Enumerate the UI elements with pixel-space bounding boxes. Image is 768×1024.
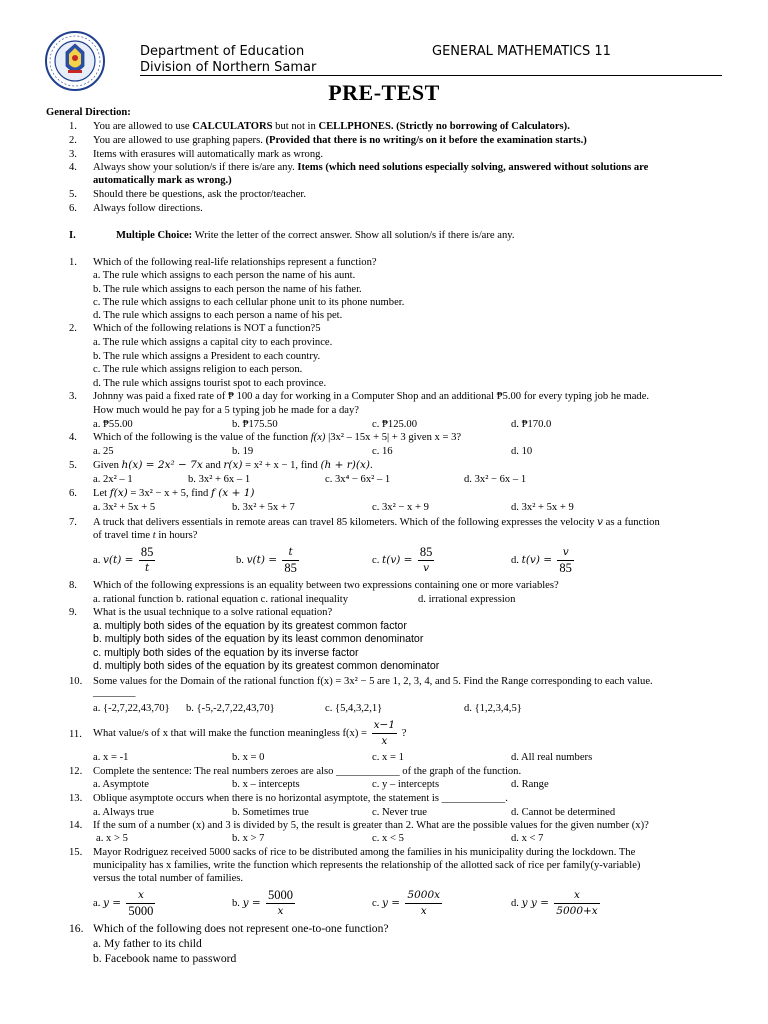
question-text: Let f(x) = 3x² − x + 5, find f (x + 1) (93, 487, 255, 499)
choice-d: d. The rule which assigns tourist spot to each province. (93, 378, 327, 389)
choice-d: d. multiply both sides of the equation by its greatest common denominator (93, 660, 440, 672)
question-number: 8. (69, 580, 77, 591)
choice-c: c. 3x² − x + 9 (372, 502, 429, 513)
choice-b: b. x = 0 (232, 752, 265, 763)
question-number: 3. (69, 391, 77, 402)
choice-c: c. ₱125.00 (372, 419, 418, 430)
fraction: $\frac{x-1}{x}$ (373, 719, 396, 748)
direction-number: 1. (69, 121, 77, 132)
choice-c: c. x < 5 (372, 833, 404, 844)
question-number: 15. (69, 847, 83, 858)
question-text: Which of the following relations is NOT a function?5 (93, 323, 321, 334)
direction-number: 2. (69, 135, 77, 146)
division-name: Division of Northern Samar (140, 60, 317, 75)
question-text: Mayor Rodriguez received 5000 sacks of rice to be distributed among the families in his municipality during the lockdown. The (93, 847, 636, 858)
section-instructions: Multiple Choice: Write the letter of the correct answer. Show all solution/s if there is/are any. (116, 230, 515, 241)
question-text-continued: versus the total number of families. (93, 873, 244, 884)
choice-b: b. ₱175.50 (232, 419, 278, 430)
choice-a: a. Asymptote (93, 779, 149, 790)
question-number: 6. (69, 488, 77, 499)
choice-a: a. x > 5 (96, 833, 128, 844)
question-number: 1. (69, 257, 77, 268)
choice-c: c. y = $\frac{5000x}{x}$ (372, 889, 441, 918)
fraction: $\frac{5000x}{x}$ (407, 889, 441, 918)
general-direction-heading: General Direction: (46, 107, 131, 118)
choice-c: c. multiply both sides of the equation by its inverse factor (93, 647, 359, 659)
choice-d: d. Range (511, 779, 549, 790)
choice-b: b. The rule which assigns to each person the name of his father. (93, 284, 362, 295)
choice-b: b. v(t) = $\frac{t}{85}$ (236, 546, 297, 576)
answer-blank: ________ (93, 687, 136, 698)
choice-b: b. x > 7 (232, 833, 265, 844)
choice-a: a. 25 (93, 446, 114, 457)
direction-item: Should there be questions, ask the proctor/teacher. (93, 189, 306, 200)
choice-b: b. 19 (232, 446, 254, 457)
question-text-continued: of travel time t in hours? (93, 530, 198, 541)
choice-a: a. y = $\frac{x}{5000}$ (93, 889, 154, 919)
choice-b: b. {-5,-2,7,22,43,70} (186, 703, 275, 714)
question-text-continued: How much would he pay for a 5 typing job he made for a day? (93, 405, 359, 416)
choice-a: a. {-2,7,22,43,70} (93, 703, 170, 714)
question-text: Given h(x) = 2x² − 7x and r(x) = x² + x − 1, find (h + r)(x). (93, 459, 373, 471)
question-text: Which of the following does not represent one-to-one function? (93, 922, 389, 935)
question-number: 4. (69, 432, 77, 443)
direction-item: Items with erasures will automatically mark as wrong. (93, 149, 324, 160)
question-text: A truck that delivers essentials in remote areas can travel 85 kilometers. Which of the following expresses the velocity v as a function (93, 516, 660, 528)
question-number: 14. (69, 820, 83, 831)
choice-a: a. v(t) = $\frac{85}{t}$ (93, 545, 154, 575)
choice-a: a. ₱55.00 (93, 419, 133, 430)
choice-b: b. The rule which assigns a President to each country. (93, 351, 321, 362)
choice-c: c. x = 1 (372, 752, 404, 763)
question-text-continued: municipality has x families, write the function which represents the relationship of the allotted sack of rice per family(y-variable) (93, 860, 641, 871)
choice-d: d. y y = $\frac{x}{5000+x}$ (511, 889, 598, 918)
choice-d: d. t(v) = $\frac{v}{85}$ (511, 546, 572, 576)
direction-number: 5. (69, 189, 77, 200)
choice-c: c. t(v) = $\frac{85}{v}$ (372, 545, 433, 575)
question-text: Complete the sentence: The real numbers zeroes are also ____________ of the graph of the function. (93, 766, 522, 777)
choice-d: d. 3x² − 6x – 1 (464, 474, 527, 485)
question-number: 13. (69, 793, 83, 804)
choice-c: c. Never true (372, 807, 427, 818)
fraction: $\frac{v}{85}$ (559, 546, 572, 576)
choice-b: b. Sometimes true (232, 807, 309, 818)
choice-d: d. {1,2,3,4,5} (464, 703, 522, 714)
question-text: Oblique asymptote occurs when there is no horizontal asymptote, the statement is ____________. (93, 793, 508, 804)
fraction: $\frac{5000}{x}$ (268, 888, 293, 918)
choice-d: d. The rule which assigns to each person a name of his pet. (93, 310, 343, 321)
question-number: 2. (69, 323, 77, 334)
choice-d: d. 10 (511, 446, 533, 457)
direction-number: 3. (69, 149, 77, 160)
question-text: What value/s of x that will make the function meaningless f(x) = $\frac{x-1}{x}$ ? (93, 719, 407, 748)
choice-b: b. y = $\frac{5000}{x}$ (232, 888, 293, 918)
department-name: Department of Education (140, 44, 305, 59)
question-text: Which of the following real-life relationships represent a function? (93, 257, 377, 268)
fraction: $\frac{t}{85}$ (284, 546, 297, 576)
fraction: $\frac{x}{5000}$ (128, 889, 154, 919)
choice-d: d. ₱170.0 (511, 419, 552, 430)
header-rule (140, 75, 722, 76)
fraction: $\frac{85}{t}$ (140, 545, 154, 575)
direction-item-continued: automatically mark as wrong.) (93, 175, 232, 186)
choice-a: a. x = -1 (93, 752, 129, 763)
document-header (44, 30, 724, 78)
choices-a-c: a. rational function b. rational equation c. rational inequality (93, 594, 349, 605)
direction-item: Always follow directions. (93, 203, 203, 214)
choice-b: b. x – intercepts (232, 779, 300, 790)
direction-item: You are allowed to use CALCULATORS but not in CELLPHONES. (Strictly no borrowing of Calculators). (93, 121, 570, 132)
direction-item: Always show your solution/s if there is/are any. Items (which need solutions especially solving, answered without solutions are (93, 162, 649, 173)
question-number: 5. (69, 460, 77, 471)
choice-c: c. The rule which assigns to each cellular phone unit to its phone number. (93, 297, 405, 308)
choice-a: a. The rule which assigns a capital city to each province. (93, 337, 333, 348)
choice-b: b. 3x² + 6x – 1 (188, 474, 251, 485)
section-number: I. (69, 230, 76, 241)
question-text: Johnny was paid a fixed rate of ₱ 100 a day for working in a Computer Shop and an additional ₱5.00 for every typing job he made. (93, 391, 650, 402)
choice-a: a. multiply both sides of the equation by its greatest common factor (93, 620, 407, 632)
choice-a: a. The rule which assigns to each person the name of his aunt. (93, 270, 356, 281)
fraction: $\frac{85}{v}$ (419, 545, 433, 575)
choice-c: c. 3x⁴ − 6x² – 1 (325, 474, 391, 485)
question-text: Which of the following expressions is an equality between two expressions containing one or more variables? (93, 580, 559, 591)
question-number: 9. (69, 607, 77, 618)
choice-b: b. multiply both sides of the equation by its least common denominator (93, 633, 424, 645)
header-department (140, 44, 316, 76)
direction-number: 4. (69, 162, 77, 173)
fraction: $\frac{x}{5000+x}$ (556, 889, 598, 918)
question-number: 10. (69, 676, 83, 687)
choice-c: c. The rule which assigns religion to each person. (93, 364, 303, 375)
direction-number: 6. (69, 203, 77, 214)
choice-d: d. x < 7 (511, 833, 544, 844)
choice-d: d. irrational expression (418, 594, 516, 605)
choice-c: c. 16 (372, 446, 393, 457)
question-number: 12. (69, 766, 83, 777)
question-text: What is the usual technique to a solve rational equation? (93, 607, 333, 618)
choice-d: d. Cannot be determined (511, 807, 616, 818)
direction-item: You are allowed to use graphing papers. (Provided that there is no writing/s on it before the examination starts.) (93, 135, 587, 146)
subject-name: GENERAL MATHEMATICS 11 (432, 44, 611, 59)
choice-b: b. 3x² + 5x + 7 (232, 502, 295, 513)
question-text: Which of the following is the value of the function f(x) |3x² – 15x + 5| + 3 given x = 3? (93, 432, 462, 443)
question-number: 7. (69, 517, 77, 528)
choice-a: a. 2x² – 1 (93, 474, 133, 485)
choice-d: d. All real numbers (511, 752, 593, 763)
choice-a: a. 3x² + 5x + 5 (93, 502, 156, 513)
question-text: If the sum of a number (x) and 3 is divided by 5, the result is greater than 2. What are the possible values for the given number (x)? (93, 820, 649, 831)
choice-a: a. My father to its child (93, 937, 202, 950)
choice-c: c. {5,4,3,2,1} (325, 703, 383, 714)
choice-c: c. y – intercepts (372, 779, 440, 790)
page-title: PRE-TEST (328, 80, 440, 105)
question-number: 11. (69, 729, 82, 740)
choice-b: b. Facebook name to password (93, 952, 237, 965)
choice-d: d. 3x² + 5x + 9 (511, 502, 574, 513)
question-text: Some values for the Domain of the rational function f(x) = 3x² − 5 are 1, 2, 3, 4, and 5. Find the Range corresponding to each value. (93, 676, 653, 687)
choice-a: a. Always true (93, 807, 154, 818)
question-number: 16. (69, 922, 84, 935)
